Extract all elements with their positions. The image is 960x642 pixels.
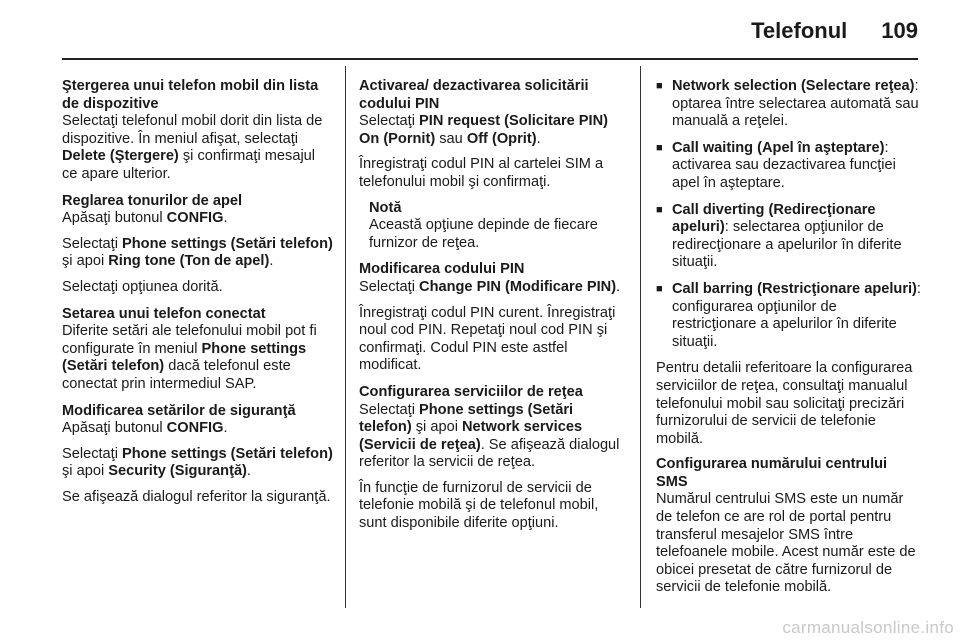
paragraph [62, 236, 334, 271]
paragraph [62, 210, 334, 228]
body-text: sau [435, 130, 467, 147]
menu-term: Phone settings (Setări telefon) [122, 445, 333, 462]
section-heading: Modificarea setărilor de siguranţă [62, 402, 296, 419]
body-text: Selectaţi [359, 278, 420, 295]
body-text: Selectaţi [359, 113, 420, 130]
bullet-item [656, 140, 922, 193]
column-1 [62, 78, 334, 515]
section-sms-center [656, 456, 922, 597]
section-security [62, 403, 334, 507]
body-text: . [616, 278, 621, 295]
menu-term: Delete (Ştergere) [62, 148, 179, 165]
section-change-pin [359, 261, 627, 375]
menu-term: Network services (Servicii de reţea) [359, 419, 583, 453]
body-text: : optarea între selectarea automată sau manuală a reţelei. [672, 78, 919, 130]
menu-term: Change PIN (Modificare PIN) [419, 278, 617, 295]
body-text: dacă telefonul este conectat prin intermediul SAP. [62, 358, 291, 392]
section-connected-phone [62, 306, 334, 394]
body-text: Selectaţi [62, 235, 123, 252]
paragraph: Pentru detalii referitoare la configurarea serviciilor de reţea, consultaţi manualul telefonului mobil sau solicitaţi precizări furnizorului de servicii de telefonie mobilă. [656, 360, 913, 447]
section-heading: Setarea unui telefon conectat [62, 305, 266, 322]
body-text: : selectarea opţiunilor de redirecţionare a apelurilor în diferite situaţii. [672, 219, 902, 271]
menu-term: Network selection (Selectare reţea) [672, 78, 915, 94]
body-text: . [536, 130, 541, 147]
menu-term: CONFIG [166, 420, 224, 437]
note-text: Această opţiune depinde de fiecare furnizor de reţea. [369, 217, 598, 251]
paragraph: Înregistraţi codul PIN al cartelei SIM a telefonului mobil şi confirmaţi. [359, 156, 604, 190]
paragraph [62, 420, 334, 438]
paragraph: Înregistraţi codul PIN curent. Înregistraţi noul cod PIN. Repetaţi noul cod PIN şi confirmaţi. Codul PIN este astfel modificat. [359, 304, 616, 374]
section-heading: Activarea/ dezactivarea solicitării codului PIN [359, 78, 589, 112]
section-ring-tone [62, 193, 334, 297]
menu-term: Off (Oprit) [466, 130, 537, 147]
menu-term: Phone settings (Setări telefon) [122, 235, 333, 252]
body-text: : configurarea opţiunilor de restricţionare a apelurilor în diferite situaţii. [672, 280, 921, 350]
watermark: carmanualsonline.info [782, 618, 954, 637]
menu-term: Ring tone (Ton de apel) [108, 253, 270, 270]
bullet-item [656, 202, 922, 272]
header-rule [62, 58, 918, 60]
page-number: 109 [881, 18, 918, 43]
column-3 [656, 78, 922, 606]
body-text: . [223, 210, 228, 227]
note-heading: Notă [369, 199, 402, 216]
paragraph [359, 113, 627, 148]
menu-term: Phone settings (Setări telefon) [359, 401, 574, 436]
bullet-item [656, 281, 922, 351]
body-text: Selectaţi [359, 401, 420, 418]
column-divider-1 [345, 66, 346, 608]
section-heading: Configurarea numărului centrului SMS [656, 456, 888, 490]
section-heading: Configurarea serviciilor de reţea [359, 383, 583, 400]
body-text: Diferite setări ale telefonului mobil pot fi configurate în meniul [62, 323, 317, 357]
body-text: Apăsaţi butonul [62, 420, 167, 437]
section-network-services [359, 384, 627, 533]
menu-term: PIN request (Solicitare PIN) On (Pornit) [359, 113, 608, 147]
menu-term: Call barring (Restricţionare apeluri) [672, 280, 917, 297]
section-heading: Ştergerea unui telefon mobil din lista de dispozitive [62, 78, 319, 112]
column-divider-2 [640, 66, 641, 608]
body-text: : activarea sau dezactivarea funcţiei apel în aşteptare. [672, 139, 896, 191]
page-header [751, 18, 918, 44]
body-text: şi apoi [411, 419, 462, 436]
section-pin-request [359, 78, 627, 252]
body-text: Selectaţi telefonul mobil dorit din lista de dispozitive. În meniul afişat, selectaţi [62, 113, 323, 147]
body-text: Apăsaţi butonul [62, 210, 167, 227]
paragraph [359, 402, 627, 472]
body-text: . [269, 253, 274, 270]
section-heading: Modificarea codului PIN [359, 261, 525, 278]
section-heading: Reglarea tonurilor de apel [62, 192, 243, 209]
body-text: şi confirmaţi mesajul ce apare ulterior. [62, 148, 316, 182]
body-text: . [246, 463, 251, 480]
body-text: şi apoi [62, 253, 109, 270]
body-text: Numărul centrului SMS este un număr de telefon ce are rol de portal pentru transferul mesajelor SMS între telefoanele mobile. Acest număr este de obicei presetat de către furnizorul de servicii de telefonie mobilă. [656, 491, 916, 596]
column-2 [359, 78, 627, 542]
menu-term: Call waiting (Apel în aşteptare) [672, 139, 885, 156]
paragraph: În funcţie de furnizorul de servicii de telefonie mobilă şi de telefonul mobil, sunt disponibile diferite opţiuni. [359, 479, 599, 532]
chapter-title: Telefonul [751, 18, 848, 43]
menu-term: Call diverting (Redirecţionare apeluri) [672, 201, 876, 236]
menu-term: CONFIG [166, 210, 224, 227]
section-delete-phone [62, 78, 334, 184]
paragraph: Se afişează dialogul referitor la siguranţă. [62, 488, 331, 505]
bullet-item [656, 78, 922, 131]
paragraph: Selectaţi opţiunea dorită. [62, 278, 223, 295]
paragraph [359, 279, 627, 297]
body-text: . Se afişează dialogul referitor la servicii de reţea. [359, 436, 620, 471]
menu-term: Security (Siguranţă) [108, 463, 247, 480]
note-box [369, 200, 627, 253]
body-text: şi apoi [62, 463, 109, 480]
paragraph [62, 446, 334, 481]
menu-term: Phone settings (Setări telefon) [62, 340, 307, 375]
body-text: . [223, 420, 228, 437]
body-text: Selectaţi [62, 445, 123, 462]
